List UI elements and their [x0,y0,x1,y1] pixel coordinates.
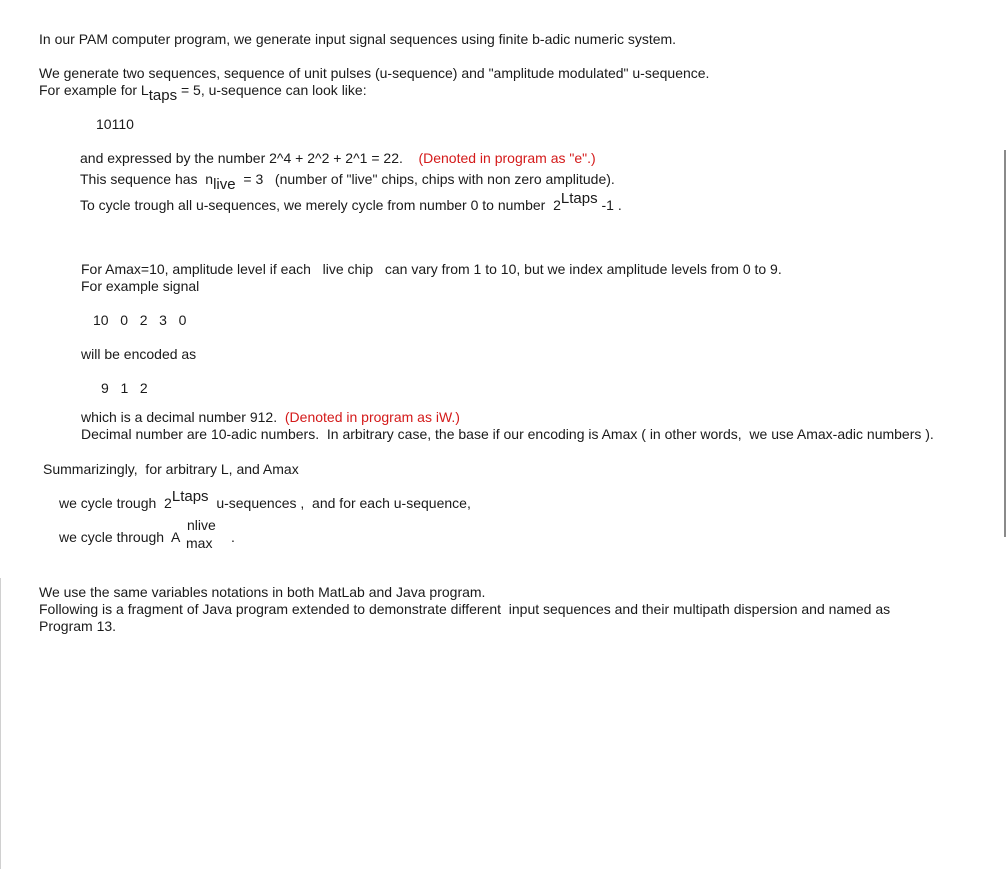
max-subscript: max [186,535,213,551]
summary-line1-prefix: we cycle trough 2 [59,495,172,511]
closing-line2: Following is a fragment of Java program extended to demonstrate different input sequences and their multipath dispersion and named as [39,601,891,617]
summary-n-superscript [187,518,216,532]
live-superscript: live [194,517,216,533]
summary-line1-suffix: u-sequences , and for each u-sequence, [208,495,471,511]
para1-line2 [39,82,367,104]
expressed-line [80,150,596,167]
nlive-suffix: = 3 (number of "live" chips, chips with non zero amplitude). [235,171,615,187]
L-superscript: L [560,190,570,207]
summary-dot: . [231,529,235,545]
cycle-line [80,190,622,214]
summary-line1 [59,488,471,512]
amax-line2: For example signal [81,278,200,294]
taps-subscript: taps [148,87,178,104]
n-superscript: n [187,517,195,533]
para1-prefix: For example for L [39,82,149,98]
summary-line2-prefix: we cycle through A [59,529,181,545]
para1-line1: We generate two sequences, sequence of unit pulses (u-sequence) and "amplitude modulated" u-sequence. [39,65,710,81]
decimal-text: which is a decimal number 912. [81,409,278,425]
para1-suffix: = 5, u-sequence can look like: [177,82,367,98]
decimal-line [81,409,460,426]
summary-taps-superscript: taps [180,488,209,505]
encoded-as-text: will be encoded as [81,346,197,362]
right-edge-rule [1004,150,1006,537]
nlive-prefix: This sequence has n [80,171,214,187]
cycle-suffix: -1 . [597,197,622,213]
cycle-prefix: To cycle trough all u-sequences, we merely cycle from number 0 to number 2 [80,197,561,213]
taps-superscript: taps [569,190,598,207]
amax-line1: For Amax=10, amplitude level if each live chip can vary from 1 to 10, but we index amplitude levels from 0 to 9. [81,261,782,277]
signal-example: 10 0 2 3 0 [93,312,187,328]
summary-heading: Summarizingly, for arbitrary L, and Amax [43,461,299,477]
live-subscript: live [213,176,236,193]
nlive-line [80,171,615,193]
left-edge-rule [0,578,1,869]
useq-example: 10110 [96,116,134,132]
expressed-note: (Denoted in program as "e".) [418,150,596,166]
closing-line3: Program 13. [39,618,117,634]
decimal-note: (Denoted in program as iW.) [284,409,460,425]
closing-line1: We use the same variables notations in both MatLab and Java program. [39,584,486,600]
intro-text: In our PAM computer program, we generate input signal sequences using finite b-adic numeric system. [39,31,677,47]
expressed-text: and expressed by the number 2^4 + 2^2 + 2^1 = 22. [80,150,403,166]
summary-L-superscript: L [171,488,181,505]
decimal-line2: Decimal number are 10-adic numbers. In arbitrary case, the base if our encoding is Amax ( in other words, we use Amax-adic numbers ). [81,426,934,442]
encoded-example: 9 1 2 [101,380,148,396]
